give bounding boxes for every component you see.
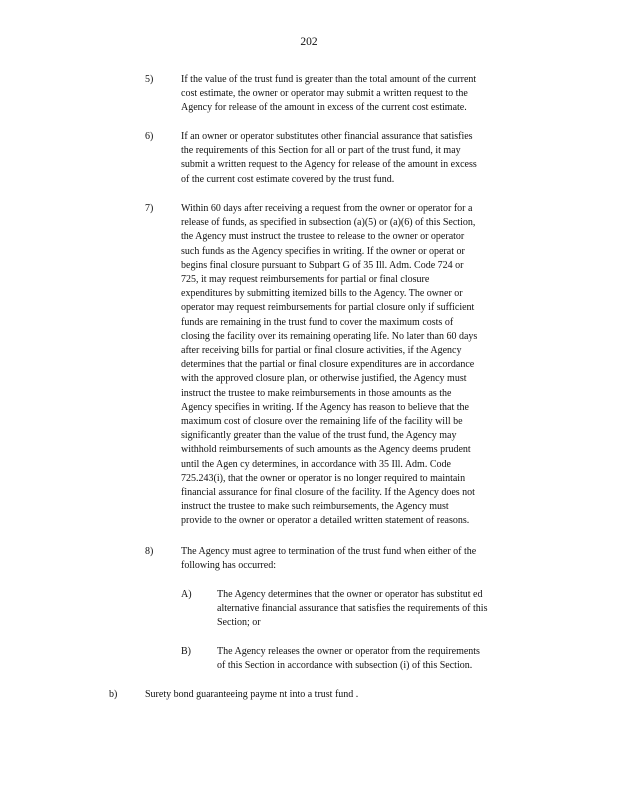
item-7-text	[181, 202, 539, 529]
item-7-label: 7)	[145, 203, 154, 214]
page-number: 202	[300, 36, 318, 48]
text-line: closing the facility over its remaining operating life. No later than 60 days	[181, 330, 478, 342]
subitem-b-text	[217, 645, 519, 673]
text-line: of the current cost estimate covered by the trust fund.	[181, 173, 395, 185]
text-line: The Agency determines that the owner or operator has substitut ed	[217, 589, 483, 600]
item-8-text	[181, 545, 537, 573]
text-line: withhold reimbursements of such amounts as the Agency deems prudent	[181, 444, 471, 456]
text-line: with the approved closure plan, or otherwise justified, the Agency must	[181, 373, 467, 385]
text-line: instruct the trustee to make reimbursements in those amounts as the	[181, 387, 452, 399]
subitem-a-label: A)	[181, 589, 192, 600]
text-line: provide to the owner or operator a detailed written statement of reasons.	[181, 515, 470, 527]
text-line: the Agency must instruct the trustee to release to the owner or operator	[181, 231, 465, 243]
subitem-b-label: B)	[181, 646, 191, 657]
text-line: Within 60 days after receiving a request from the owner or operator for a	[181, 203, 473, 214]
text-line: Agency for release of the amount in excess of the current cost estimate.	[181, 102, 467, 114]
item-6-label: 6)	[145, 131, 154, 142]
text-line: 725.243(i), that the owner or operator is no longer required to maintain	[181, 472, 466, 484]
text-line: If an owner or operator substitutes other financial assurance that satisfies	[181, 131, 473, 142]
text-line: determines that the partial or final closure expenditures are in accordance	[181, 359, 475, 371]
text-line: expenditures by submitting itemized bills to the Agency. The owner or	[181, 288, 463, 300]
text-line: such funds as the Agency specifies in writing. If the owner or operat or	[181, 245, 465, 257]
text-line: cost estimate, the owner or operator may submit a written request to the	[181, 88, 468, 100]
text-line: release of funds, as specified in subsection (a)(5) or (a)(6) of this Section,	[181, 217, 476, 229]
text-line: instruct the trustee to make such reimbursements, the Agency must	[181, 501, 449, 513]
text-line: of this Section in accordance with subsection (i) of this Section.	[217, 660, 473, 672]
item-5-text	[181, 73, 533, 116]
text-line: 725, it may request reimbursements for partial or final closure	[181, 274, 430, 286]
text-line: maximum cost of closure over the remaining life of the facility will be	[181, 416, 463, 428]
text-line: Agency specifies in writing. If the Agency has reason to believe that the	[181, 401, 469, 413]
text-line: begins final closure pursuant to Subpart G of 35 Ill. Adm. Code 724 or	[181, 259, 464, 271]
section-b-heading: Surety bond guaranteeing payme nt into a trust fund .	[145, 689, 359, 700]
text-line: funds are remaining in the trust fund to cover the maximum costs of	[181, 316, 454, 328]
item-5-label: 5)	[145, 74, 154, 85]
text-line: submit a written request to the Agency for release of the amount in excess	[181, 159, 477, 171]
text-line: significantly greater than the value of the trust fund, the Agency may	[181, 430, 457, 442]
text-line: The Agency must agree to termination of the trust fund when either of the	[181, 546, 477, 557]
text-line: until the Agen cy determines, in accordance with 35 Ill. Adm. Code	[181, 458, 451, 470]
section-b-label: b)	[109, 689, 118, 700]
text-line: the requirements of this Section for all or part of the trust fund, it may	[181, 145, 461, 157]
text-line: If the value of the trust fund is greater than the total amount of the current	[181, 74, 477, 85]
text-line: financial assurance for final closure of the facility. If the Agency does not	[181, 487, 475, 499]
text-line: after receiving bills for partial or final closure activities, if the Agency	[181, 345, 462, 357]
text-line: The Agency releases the owner or operator from the requirements	[217, 646, 480, 657]
text-line: alternative financial assurance that satisfies the requirements of this	[217, 603, 488, 615]
text-line: Section; or	[217, 617, 261, 629]
item-8-label: 8)	[145, 546, 154, 557]
item-6-text	[181, 130, 533, 187]
subitem-a-text	[217, 588, 541, 631]
text-line: following has occurred:	[181, 560, 276, 572]
text-line: operator may request reimbursements for partial closure only if sufficient	[181, 302, 475, 314]
